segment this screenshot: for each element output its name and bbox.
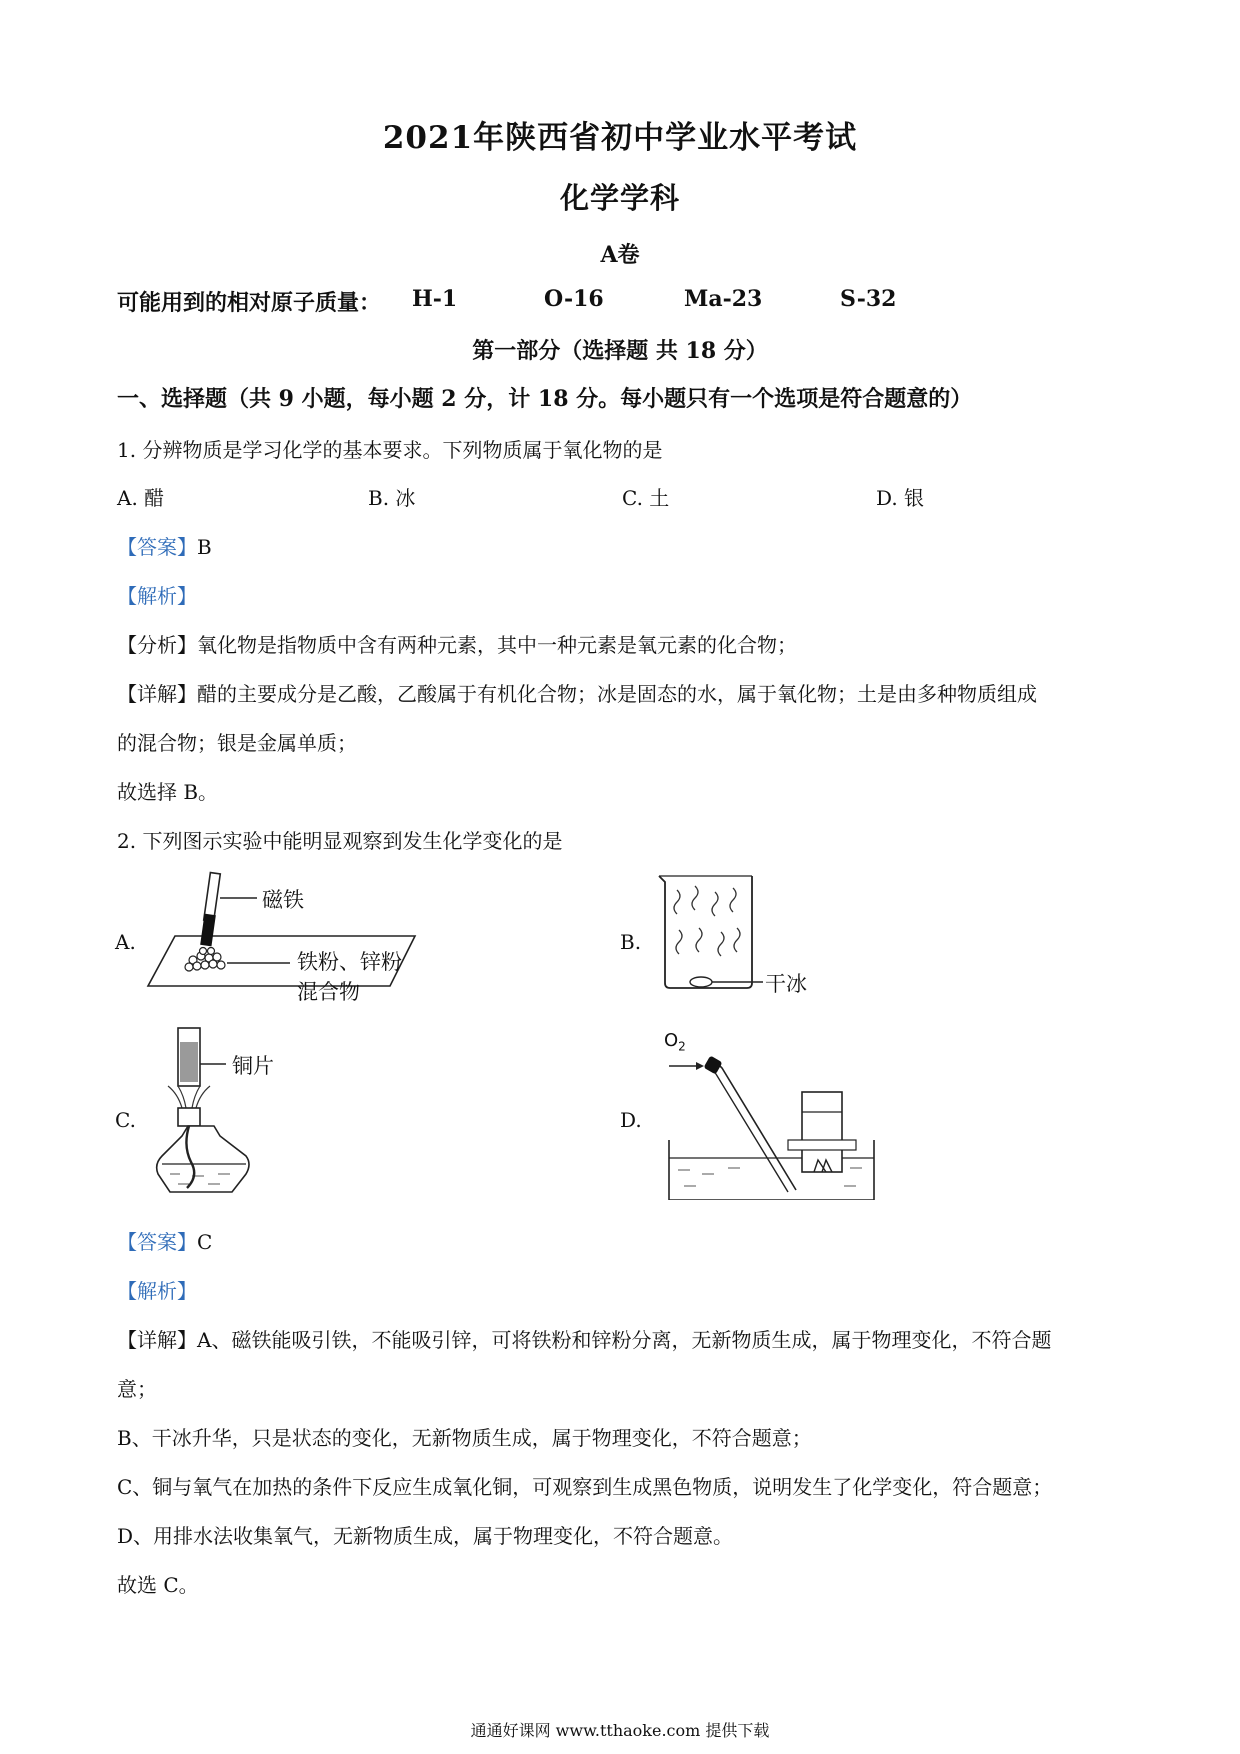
q1-answer <box>117 531 212 560</box>
figure-b-vapor <box>674 886 740 956</box>
q1-option-b: B. 冰 <box>368 486 416 510</box>
atomic-mass-s: S-32 <box>840 286 897 312</box>
q1-option-a: A. 醋 <box>117 486 165 510</box>
figure-a-label-powder: 铁粉、锌粉 <box>297 950 402 974</box>
q2-option-d-letter: D. <box>620 1108 642 1132</box>
answer-value: B <box>197 535 212 559</box>
figure-d-arrowhead <box>696 1062 704 1070</box>
oxygen-symbol: O <box>664 1030 679 1051</box>
figure-d-gas-bottle <box>802 1092 842 1172</box>
figure-b-dry-ice <box>690 977 712 987</box>
oxygen-subscript: 2 <box>678 1039 686 1054</box>
figure-c-lamp-body <box>157 1126 249 1192</box>
atomic-mass-h: H-1 <box>412 286 458 312</box>
part-title: 第一部分（选择题 共 18 分） <box>472 338 768 364</box>
fenxi-text: 氧化物是指物质中含有两种元素，其中一种元素是氧元素的化合物； <box>197 633 797 657</box>
q1-conclusion: 故选择 B。 <box>117 780 219 804</box>
answer-value: C <box>197 1230 213 1254</box>
q1-stem: 1. 分辨物质是学习化学的基本要求。下列物质属于氧化物的是 <box>117 438 663 462</box>
q2-conclusion: 故选 C。 <box>117 1573 199 1597</box>
figure-b-label-dry-ice: 干冰 <box>765 972 807 996</box>
q2-stem: 2. 下列图示实验中能明显观察到发生化学变化的是 <box>117 829 563 853</box>
atomic-mass-label: 可能用到的相对原子质量： <box>117 290 382 316</box>
q2-detail-line-2: 意； <box>117 1377 157 1401</box>
figure-d-tube-inner <box>710 1068 788 1192</box>
answer-tag: 【答案】 <box>117 1230 197 1254</box>
figure-d-connector <box>703 1055 722 1074</box>
q2-detail-line-1 <box>117 1324 1051 1353</box>
subject-title: 化学学科 <box>559 181 680 215</box>
q1-fenxi <box>117 629 797 658</box>
q1-detail-line-1 <box>117 678 1037 707</box>
detail-text: A、磁铁能吸引铁，不能吸引锌，可将铁粉和锌粉分离，无新物质生成，属于物理变化，不符合题 <box>197 1328 1052 1352</box>
figure-d-tube-outer <box>716 1062 796 1190</box>
q1-option-d: D. 银 <box>876 486 925 510</box>
atomic-mass-o: O-16 <box>544 286 604 312</box>
detail-tag: 【详解】 <box>117 1328 197 1352</box>
figure-c-flame <box>168 1086 210 1108</box>
q2-option-b-letter: B. <box>620 930 642 954</box>
q2-detail-line-5: D、用排水法收集氧气，无新物质生成，属于物理变化，不符合题意。 <box>117 1524 734 1548</box>
figure-a-label-magnet: 磁铁 <box>262 888 304 912</box>
figure-c-copper-strip <box>180 1042 198 1082</box>
figure-b-beaker <box>659 876 752 988</box>
q2-analysis-tag: 【解析】 <box>117 1279 197 1303</box>
q1-option-c: C. 土 <box>622 486 670 510</box>
q1-detail-line-2: 的混合物；银是金属单质； <box>117 731 357 755</box>
q2-option-a-letter: A. <box>115 930 136 954</box>
figure-d-label-oxygen <box>664 1030 686 1054</box>
fenxi-tag: 【分析】 <box>117 633 197 657</box>
detail-tag: 【详解】 <box>117 682 197 706</box>
figure-a-label-mixture: 混合物 <box>297 980 360 1004</box>
page-title: 2021年陕西省初中学业水平考试 <box>382 120 858 156</box>
q2-option-c-letter: C. <box>115 1108 136 1132</box>
figure-d-water-displacement-diagram <box>666 1040 886 1200</box>
answer-tag: 【答案】 <box>117 535 197 559</box>
q2-answer <box>117 1226 212 1255</box>
atomic-mass-na: Ma-23 <box>684 286 763 312</box>
detail-text: 醋的主要成分是乙酸，乙酸属于有机化合物；冰是固态的水，属于氧化物；土是由多种物质组成 <box>197 682 1037 706</box>
figure-c-lamp-cap <box>178 1108 200 1126</box>
q2-detail-line-3: B、干冰升华，只是状态的变化，无新物质生成，属于物理变化，不符合题意； <box>117 1426 812 1450</box>
figure-d-shelf <box>788 1140 856 1150</box>
figure-a-powder <box>185 948 225 972</box>
figure-c-label-copper: 铜片 <box>232 1054 274 1078</box>
paper-label: A卷 <box>600 242 640 268</box>
q1-analysis-tag: 【解析】 <box>117 584 197 608</box>
q2-detail-line-4: C、铜与氧气在加热的条件下反应生成氧化铜，可观察到生成黑色物质，说明发生了化学变化，符合题意； <box>117 1475 1053 1499</box>
footer-text: 通通好课网 www.tthaoke.com 提供下载 <box>470 1721 770 1740</box>
section-title: 一、选择题（共 9 小题，每小题 2 分，计 18 分。每小题只有一个选项是符合题意的） <box>117 386 973 412</box>
